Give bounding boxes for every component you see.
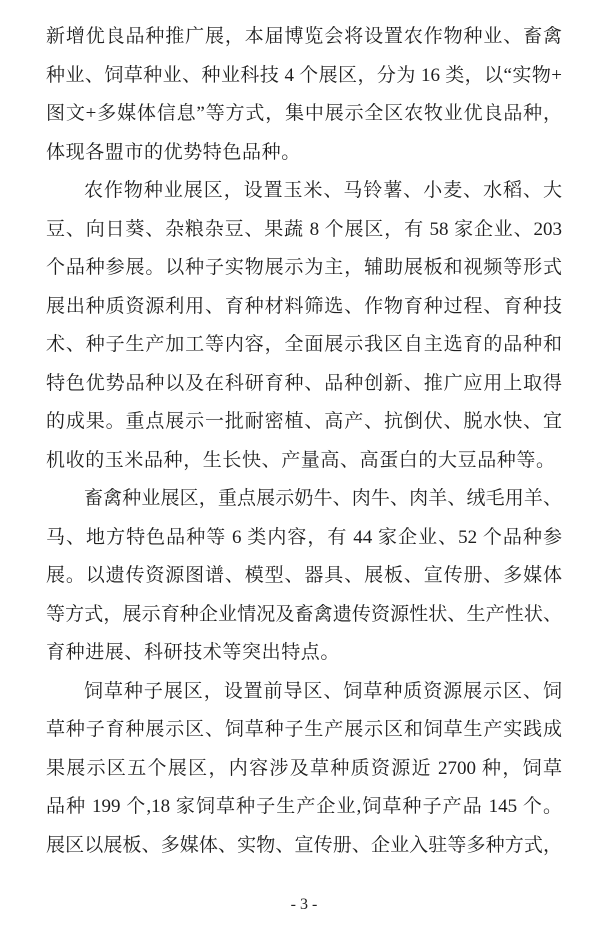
text-line: 马、地方特色品种等 6 类内容，有 44 家企业、52 个品种参 — [46, 526, 562, 548]
text-line: 体现各盟市的优势特色品种。 — [46, 141, 301, 163]
text-line: 饲草种子展区，设置前导区、饲草种质资源展示区、饲 — [84, 680, 562, 702]
text-line: 草种子育种展示区、饲草种子生产展示区和饲草生产实践成 — [46, 719, 562, 740]
text-line: 展。以遗传资源图谱、模型、器具、展板、宣传册、多媒体 — [46, 565, 562, 586]
text-line: 豆、向日葵、杂粮杂豆、果蔬 8 个展区，有 58 家企业、203 — [46, 218, 562, 240]
text-line: 术、种子生产加工等内容，全面展示我区自主选育的品种和 — [46, 334, 562, 355]
text-line: 种业、饲草种业、种业科技 4 个展区，分为 16 类，以“实物+ — [46, 64, 562, 86]
text-line: 育种进展、科研技术等突出特点。 — [46, 642, 341, 663]
text-line: 畜禽种业展区，重点展示奶牛、肉牛、肉羊、绒毛用羊、 — [84, 488, 562, 509]
page-number: - 3 - — [290, 896, 318, 913]
document-body — [46, 18, 562, 865]
text-line: 品种 199 个,18 家饲草种子生产企业,饲草种子产品 145 个。 — [46, 796, 562, 817]
paragraph — [46, 18, 562, 172]
text-line: 农作物种业展区，设置玉米、马铃薯、小麦、水稻、大 — [84, 180, 562, 201]
text-line: 展区以展板、多媒体、实物、宣传册、企业入驻等多种方式， — [46, 834, 562, 856]
text-line: 果展示区五个展区，内容涉及草种质资源近 2700 种，饲草 — [46, 757, 562, 779]
text-line: 图文+多媒体信息”等方式，集中展示全区农牧业优良品种， — [46, 103, 562, 124]
text-line: 的成果。重点展示一批耐密植、高产、抗倒伏、脱水快、宜 — [46, 411, 562, 432]
text-line: 机收的玉米品种，生长快、产量高、高蛋白的大豆品种等。 — [46, 449, 556, 471]
paragraph — [46, 172, 562, 480]
paragraph — [46, 673, 562, 866]
text-line: 特色优势品种以及在科研育种、品种创新、推广应用上取得 — [46, 372, 562, 394]
paragraph — [46, 480, 562, 673]
text-line: 新增优良品种推广展，本届博览会将设置农作物种业、畜禽 — [46, 26, 562, 47]
text-line: 展出种质资源利用、育种材料筛选、作物育种过程、育种技 — [46, 295, 562, 317]
text-line: 个品种参展。以种子实物展示为主，辅助展板和视频等形式 — [46, 257, 562, 278]
text-line: 等方式，展示育种企业情况及畜禽遗传资源性状、生产性状、 — [46, 603, 562, 625]
